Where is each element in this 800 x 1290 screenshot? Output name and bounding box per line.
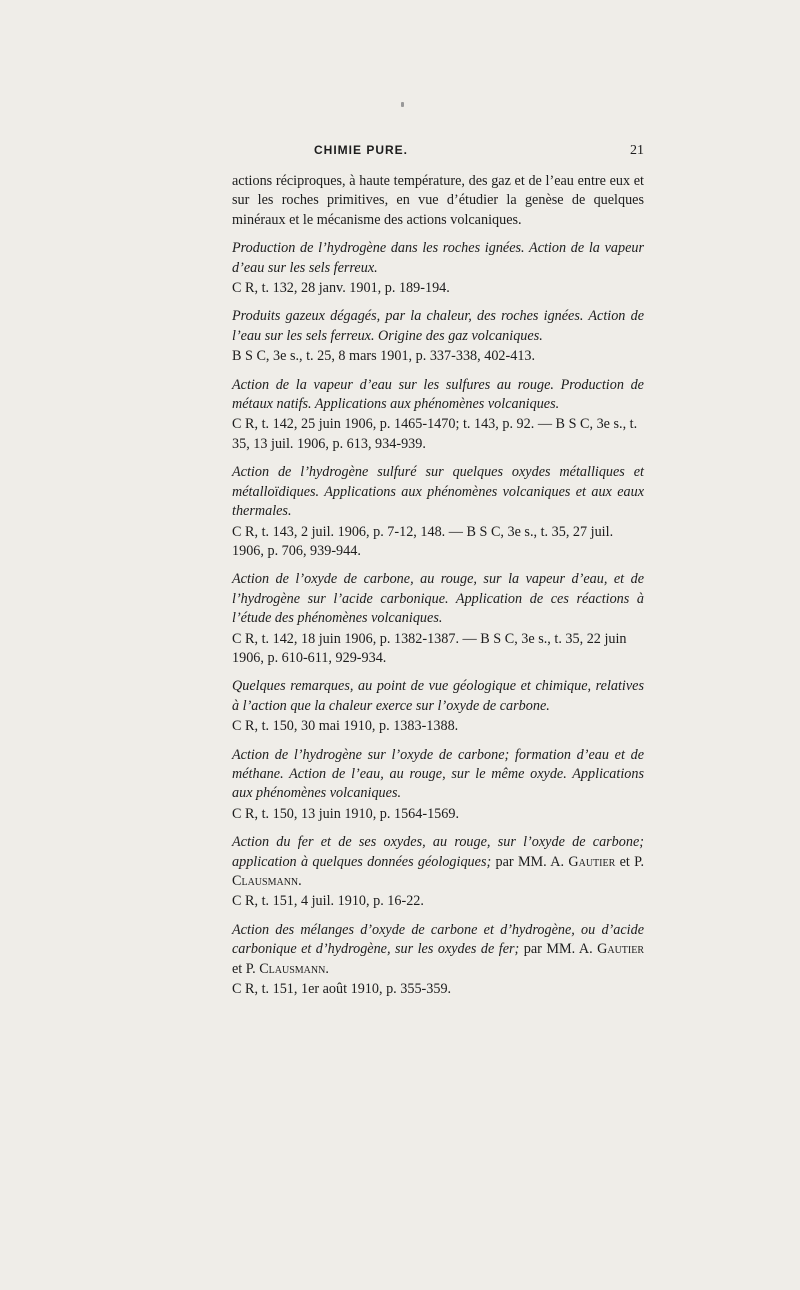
author-name: Gautier [597, 941, 645, 958]
bibliography-entry [232, 746, 644, 825]
entry-title: Production de l’hydrogène dans les roches ignées. Action de la vapeur d’eau sur les sels ferreux. [232, 240, 644, 276]
authors-prefix: par MM. A. [495, 853, 569, 870]
bibliography-entry [232, 921, 644, 1000]
entry-title: Produits gazeux dégagés, par la chaleur, des roches ignées. Action de l’eau sur les sels ferreux. Origine des gaz volcaniques. [232, 308, 644, 344]
entry-title: Action de la vapeur d’eau sur les sulfures au rouge. Production de métaux natifs. Applications aux phénomènes volcaniques. [232, 376, 644, 413]
entry-title-text: Action des mélanges d’oxyde de carbone et d’hydrogène, ou d’acide carbonique et d’hydrogène, sur les oxydes de fer; [232, 921, 644, 958]
entry-title: Quelques remarques, au point de vue géologique et chimique, relatives à l’action que la chaleur exerce sur l’oxyde de carbone. [232, 678, 644, 714]
intro-paragraph: actions réciproques, à haute température, des gaz et de l’eau entre eux et sur les roches primitives, en vue d’étudier la genèse de quelques minéraux et le mécanisme des actions volcaniques. [232, 173, 644, 228]
entry-title [232, 921, 644, 979]
entry-reference: B S C, 3e s., t. 25, 8 mars 1901, p. 337-338, 402-413. [232, 348, 536, 365]
entry-reference: C R, t. 151, 4 juil. 1910, p. 16-22. [232, 893, 424, 910]
authors-mid: et P. [615, 853, 644, 870]
bibliography-entry [232, 570, 644, 668]
page-body [232, 172, 644, 1008]
author-name: Clausmann [259, 960, 326, 977]
entry-title [232, 833, 644, 891]
entry-title: Action de l’hydrogène sulfuré sur quelques oxydes métalliques et métalloïdiques. Applications aux phénomènes volcaniques et aux eaux thermales. [232, 464, 644, 520]
entry-title: Action de l’oxyde de carbone, au rouge, sur la vapeur d’eau, et de l’hydrogène sur l’acide carbonique. Application de ces réactions à l’étude des phénomènes volcaniques. [232, 571, 644, 627]
bibliography-entry [232, 677, 644, 736]
page-header [232, 143, 644, 159]
entry-reference: C R, t. 151, 1er août 1910, p. 355-359. [232, 981, 452, 998]
running-title: CHIMIE PURE. [314, 143, 409, 157]
entry-reference: C R, t. 142, 25 juin 1906, p. 1465-1470; t. 143, p. 92. — B S C, 3e s., t. 35, 13 juil. 1906, p. 613, 934-939. [232, 416, 638, 452]
entry-title: Action de l’hydrogène sur l’oxyde de carbone; formation d’eau et de méthane. Action de l’eau, au rouge, sur le même oxyde. Applications aux phénomènes volcaniques. [232, 746, 644, 802]
bibliography-entry [232, 307, 644, 366]
bibliography-entry [232, 239, 644, 298]
entry-reference: C R, t. 143, 2 juil. 1906, p. 7-12, 148. — B S C, 3e s., t. 35, 27 juil. 1906, p. 706, 939-944. [232, 523, 614, 559]
page-blemish [401, 102, 404, 107]
page-number: 21 [630, 143, 644, 158]
author-name: Gautier [568, 853, 616, 870]
entry-title-text: Action du fer et de ses oxydes, au rouge, sur l’oxyde de carbone; application à quelques données géologiques; [232, 834, 644, 870]
entry-reference: C R, t. 132, 28 janv. 1901, p. 189-194. [232, 280, 450, 297]
bibliography-entry [232, 463, 644, 561]
entry-reference: C R, t. 150, 30 mai 1910, p. 1383-1388. [232, 718, 459, 735]
entry-reference: C R, t. 142, 18 juin 1906, p. 1382-1387. — B S C, 3e s., t. 35, 22 juin 1906, p. 610-611, 929-934. [232, 630, 627, 666]
entry-reference: C R, t. 150, 13 juin 1910, p. 1564-1569. [232, 805, 460, 822]
bibliography-entry [232, 833, 644, 912]
author-name: Clausmann [232, 873, 299, 889]
bibliography-entry [232, 376, 644, 455]
authors-prefix: par MM. A. [523, 941, 598, 958]
authors-mid: et P. [232, 960, 260, 977]
authors-suffix: . [325, 960, 329, 977]
authors-suffix: . [298, 873, 302, 889]
